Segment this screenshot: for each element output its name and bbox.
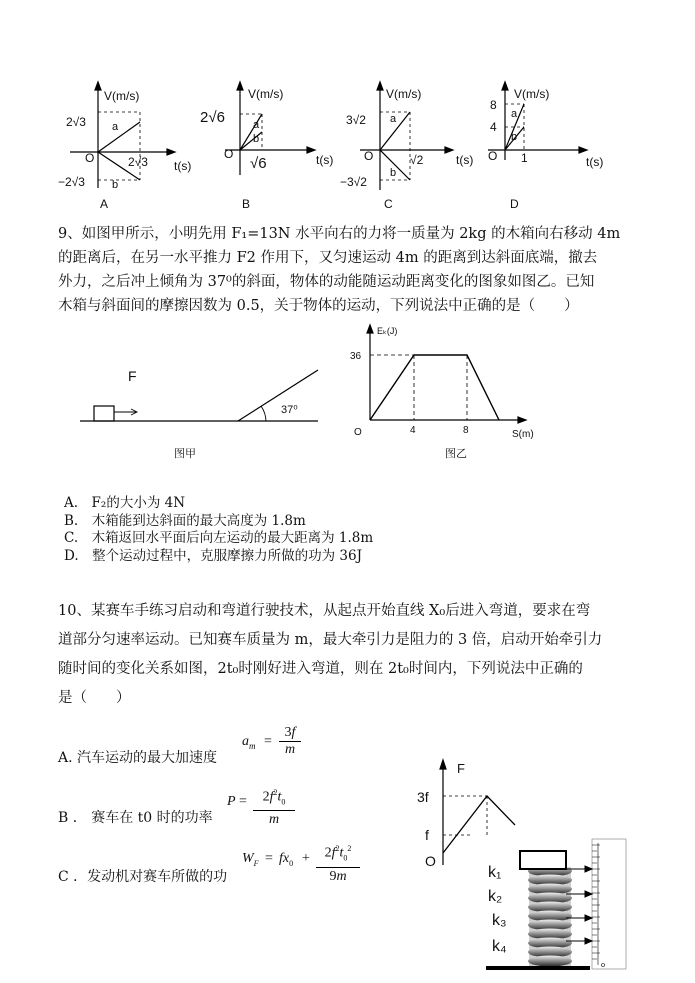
spring-label-k2: k₂ (488, 888, 503, 905)
line-b-label: b (511, 131, 518, 143)
t-mark-label: √2 (410, 153, 424, 167)
q9-option-c: C. 木箱返回水平面后向左运动的最大距离为 1.8m (64, 530, 374, 546)
q10-line-1: 10、某赛车手练习启动和弯道行驶技术，从起点开始直线 X₀后进入弯道，要求在弯 (58, 603, 591, 619)
q9-text (58, 222, 658, 318)
q10-option-a: A. 汽车运动的最大加速度 $a_m$ = 3f m (58, 720, 378, 768)
spring-label-k4: k₄ (492, 938, 507, 955)
s-tick-4: 4 (410, 425, 416, 436)
q10-text (58, 597, 658, 713)
tick-3f: 3f (417, 789, 429, 805)
q9-line-3: 外力，之后冲上倾角为 37⁰的斜面，物体的动能随运动距离变化的图象如图乙。已知 (58, 274, 595, 290)
velocity-graphs-row (0, 0, 695, 215)
graph-letter: C (384, 197, 393, 211)
v-neg-label: −2√3 (58, 175, 85, 189)
figure-jia (70, 360, 330, 460)
line-a-label: a (511, 108, 518, 120)
figure-yi-caption: 图乙 (445, 448, 467, 460)
origin-label: O (488, 149, 498, 163)
q9-option-d: D. 整个运动过程中，克服摩擦力所做的功为 36J (64, 547, 363, 564)
spring-label-k1: k₁ (488, 864, 502, 881)
tick-f: f (425, 827, 429, 843)
graph-letter: A (100, 197, 109, 211)
ek-axis-label: Eₖ(J) (377, 326, 398, 336)
q10-option-b: B ． 赛车在 t0 时的功率 P = $2f^2t_0$ m (58, 782, 378, 830)
line-b-label: b (112, 179, 119, 191)
q10-option-b-text: B ． 赛车在 t0 时的功率 (58, 810, 213, 826)
q10-line-4: 是（ ） (58, 690, 131, 706)
q9-options (64, 495, 373, 565)
f-axis-label: F (457, 761, 465, 776)
t-mark-label: √6 (250, 155, 267, 172)
spring-apparatus (482, 835, 632, 975)
line-a-label: a (112, 121, 119, 133)
graph-letter: B (242, 197, 251, 211)
spring-label-k3: k₃ (492, 912, 507, 929)
q10-option-c: C ．发动机对赛车所做的功 $W_F$ = $fx_0$ + $2f^2t_0^2$ 9m (58, 838, 388, 888)
v-mid-label: 4 (490, 120, 497, 134)
v-pos-label: 3√2 (346, 113, 366, 127)
origin-label: O (354, 427, 362, 438)
spring-top-block (520, 851, 566, 869)
s-axis-label: S(m) (512, 429, 534, 440)
axis-v-label: V(m/s) (248, 87, 284, 101)
axis-v-label: V(m/s) (514, 87, 550, 101)
q9-line-2: 的距离后，在另一水平推力 F2 作用下，又匀速运动 4m 的距离到达斜面底端，撤去 (58, 250, 598, 266)
origin-label: O (364, 149, 374, 163)
s-tick-8: 8 (463, 425, 469, 436)
axis-v-label: V(m/s) (386, 87, 422, 101)
q10-line-3: 随时间的变化关系如图，2t₀时刚好进入弯道，则在 2t₀时间内，下列说法中正确的 (58, 661, 583, 677)
q10-line-2: 道部分匀速率运动。已知赛车质量为 m，最大牵引力是阻力的 3 倍，启动开始牵引力 (58, 632, 603, 648)
v-pos-label: 2√6 (200, 109, 225, 126)
q10-option-c-text: C ．发动机对赛车所做的功 (58, 869, 228, 885)
v-top-label: 8 (490, 98, 497, 112)
axis-t-label: t(s) (174, 159, 192, 173)
line-a-label: a (390, 113, 397, 125)
q9-option-b: B. 木箱能到达斜面的最大高度为 1.8m (64, 512, 306, 529)
v-pos-label: 2√3 (66, 115, 86, 129)
q9-option-a: A. F₂的大小为 4N (64, 495, 186, 511)
graph-letter: D (510, 197, 519, 211)
axis-v-label: V(m/s) (104, 89, 140, 103)
figure-yi (340, 320, 570, 460)
line-b-label: b (253, 133, 260, 145)
line-a-label: a (253, 119, 260, 131)
t-mark-label: 2√3 (128, 155, 148, 169)
angle-label: 37⁰ (281, 404, 298, 416)
axis-t-label: t(s) (586, 155, 604, 169)
origin-label: O (85, 151, 95, 165)
axis-t-label: t(s) (316, 153, 334, 167)
measuring-ruler (592, 839, 626, 969)
spring-coil (528, 866, 572, 970)
q9-line-1: 9、如图甲所示，小明先用 F₁=13N 水平向右的力将一质量为 2kg 的木箱向右移动 4m (58, 226, 621, 242)
force-label: F (128, 368, 137, 384)
ek-tick-36: 36 (350, 351, 362, 362)
q9-line-4: 木箱与斜面间的摩擦因数为 0.5，关于物体的运动，下列说法中正确的是（ ） (58, 298, 579, 314)
axis-t-label: t(s) (456, 153, 474, 167)
origin-label: O (224, 147, 234, 161)
origin-label: O (425, 853, 436, 869)
t-mark-label: 1 (521, 151, 528, 165)
line-b-label: b (390, 167, 397, 179)
v-neg-label: −3√2 (340, 175, 367, 189)
figure-jia-caption: 图甲 (174, 448, 196, 460)
q10-option-a-text: A. 汽车运动的最大加速度 (58, 750, 218, 766)
